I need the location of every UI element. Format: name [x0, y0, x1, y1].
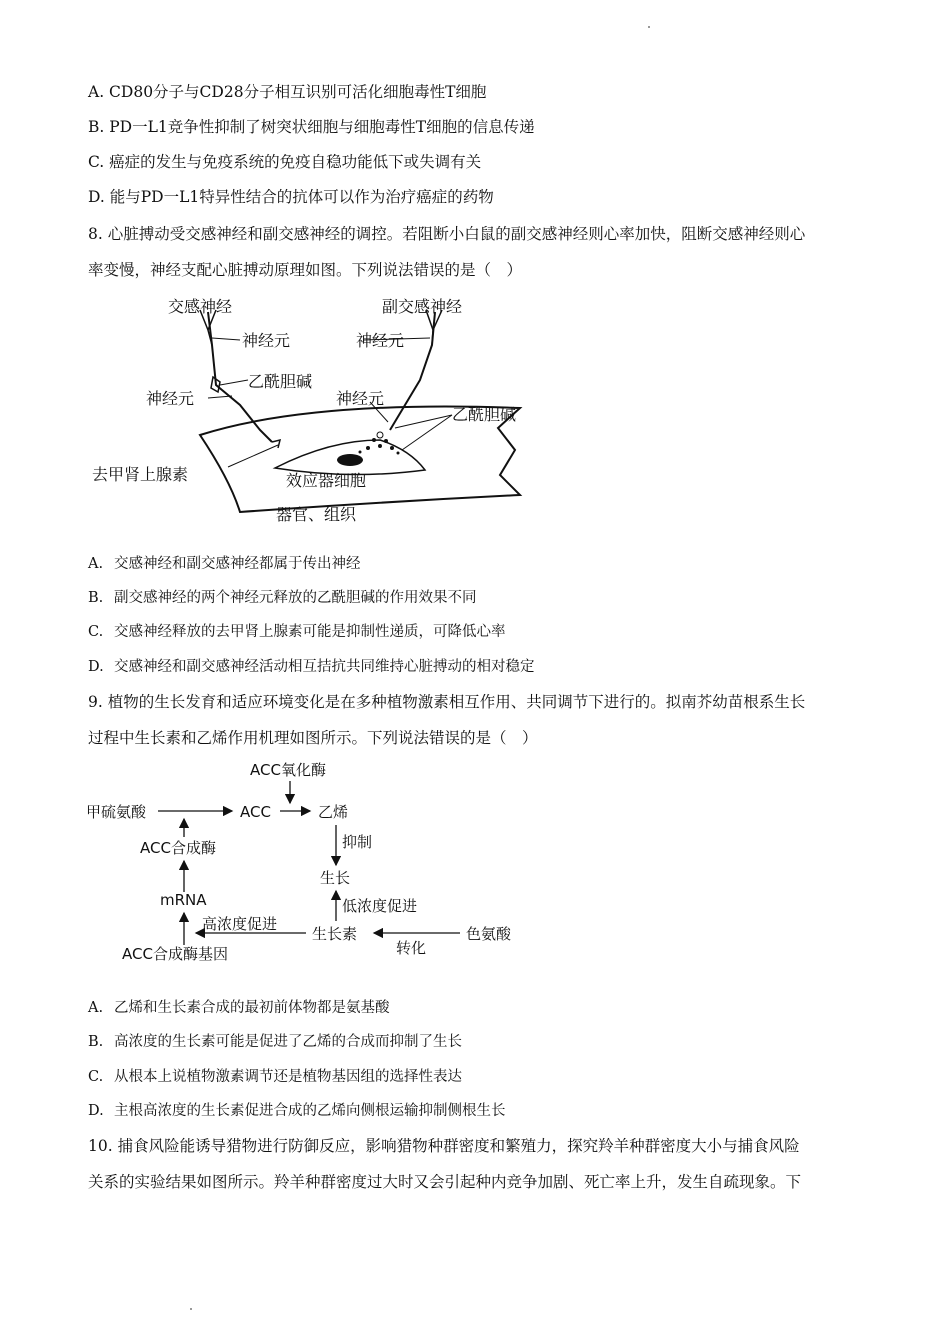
- q8-option-c-label: C.: [88, 624, 104, 640]
- label-tryptophan: 色氨酸: [466, 925, 512, 943]
- label-neuron-right-mid: 神经元: [336, 389, 385, 408]
- label-ethylene: 乙烯: [318, 803, 349, 821]
- label-mrna: mRNA: [160, 891, 207, 909]
- label-acc: ACC: [240, 803, 271, 821]
- q9-hormone-diagram: [80, 755, 540, 970]
- q9-option-c-text: 从根本上说植物激素调节还是植物基因组的选择性表达: [114, 1069, 462, 1085]
- q7-option-d: D. 能与PD一L1特异性结合的抗体可以作为治疗癌症的药物: [88, 188, 494, 206]
- q8-stem-line2: 率变慢，神经支配心脏搏动原理如图。下列说法错误的是（ ）: [88, 261, 523, 279]
- label-acc-synthase: ACC合成酶: [140, 839, 216, 857]
- q8-option-a: [88, 554, 361, 574]
- label-low-conc-promote: 低浓度促进: [342, 897, 418, 915]
- q9-stem-line2: 过程中生长素和乙烯作用机理如图所示。下列说法错误的是（ ）: [88, 729, 538, 747]
- q7-option-a: A. CD80分子与CD28分子相互识别可活化细胞毒性T细胞: [88, 83, 487, 101]
- label-high-conc-promote: 高浓度促进: [202, 915, 278, 933]
- q7-option-b: B. PD一L1竞争性抑制了树突状细胞与细胞毒性T细胞的信息传递: [88, 118, 535, 136]
- label-neuron-left-top: 神经元: [242, 331, 291, 350]
- q9-option-d-label: D.: [88, 1103, 104, 1119]
- q9-option-d: [88, 1101, 506, 1121]
- q9-option-d-text: 主根高浓度的生长素促进合成的乙烯向侧根运输抑制侧根生长: [114, 1103, 506, 1119]
- q8-option-b: [88, 588, 477, 608]
- q8-option-c: [88, 622, 506, 642]
- scan-dot: [648, 26, 650, 28]
- q9-option-b-label: B.: [88, 1034, 104, 1050]
- q8-option-d-label: D.: [88, 659, 104, 675]
- q9-option-c-label: C.: [88, 1069, 104, 1085]
- q8-option-a-label: A.: [88, 556, 104, 572]
- q9-option-c: [88, 1067, 462, 1087]
- q10-stem-line1: 10. 捕食风险能诱导猎物进行防御反应，影响猎物种群密度和繁殖力，探究羚羊种群密度大小与捕食风险: [88, 1137, 800, 1155]
- q9-option-b: [88, 1032, 462, 1052]
- q8-option-a-text: 交感神经和副交感神经都属于传出神经: [114, 556, 361, 572]
- q8-stem-line1: 8. 心脏搏动受交感神经和副交感神经的调控。若阻断小白鼠的副交感神经则心率加快，阻断交感神经则心: [88, 225, 806, 243]
- q8-option-c-text: 交感神经释放的去甲肾上腺素可能是抑制性递质，可降低心率: [114, 624, 506, 640]
- scan-dot: [190, 1308, 192, 1310]
- label-auxin: 生长素: [312, 925, 358, 943]
- label-norepinephrine: 去甲肾上腺素: [92, 465, 189, 484]
- q7-option-c: C. 癌症的发生与免疫系统的免疫自稳功能低下或失调有关: [88, 153, 482, 171]
- label-effector-cell: 效应器细胞: [286, 471, 367, 490]
- q9-option-a: [88, 998, 390, 1018]
- label-neuron-right-top: 神经元: [356, 331, 405, 350]
- q8-option-b-label: B.: [88, 590, 104, 606]
- label-parasympathetic: 副交感神经: [382, 297, 463, 316]
- label-acetylcholine-right: 乙酰胆碱: [452, 405, 517, 424]
- q9-option-a-text: 乙烯和生长素合成的最初前体物都是氨基酸: [114, 1000, 390, 1016]
- q10-stem-line2: 关系的实验结果如图所示。羚羊种群密度过大时又会引起种内竞争加剧、死亡率上升，发生自疏现象。下: [88, 1173, 802, 1191]
- label-neuron-left-mid: 神经元: [146, 389, 195, 408]
- q9-option-b-text: 高浓度的生长素可能是促进了乙烯的合成而抑制了生长: [114, 1034, 462, 1050]
- label-acc-synthase-gene: ACC合成酶基因: [122, 945, 228, 963]
- label-inhibit: 抑制: [342, 833, 373, 851]
- label-organ-tissue: 器官、组织: [276, 505, 357, 524]
- q8-option-d: [88, 657, 535, 677]
- label-acc-oxidase: ACC氧化酶: [250, 761, 326, 779]
- label-acetylcholine-left: 乙酰胆碱: [248, 372, 313, 391]
- q8-nerve-diagram: [80, 290, 540, 530]
- q8-option-b-text: 副交感神经的两个神经元释放的乙酰胆碱的作用效果不同: [114, 590, 477, 606]
- label-methionine: 甲硫氨酸: [86, 803, 147, 821]
- label-sympathetic: 交感神经: [168, 297, 233, 316]
- q8-option-d-text: 交感神经和副交感神经活动相互拮抗共同维持心脏搏动的相对稳定: [114, 659, 535, 675]
- label-conversion: 转化: [396, 939, 427, 957]
- q9-option-a-label: A.: [88, 1000, 104, 1016]
- label-growth: 生长: [320, 869, 351, 887]
- q9-stem-line1: 9. 植物的生长发育和适应环境变化是在多种植物激素相互作用、共同调节下进行的。拟南芥幼苗根系生长: [88, 693, 806, 711]
